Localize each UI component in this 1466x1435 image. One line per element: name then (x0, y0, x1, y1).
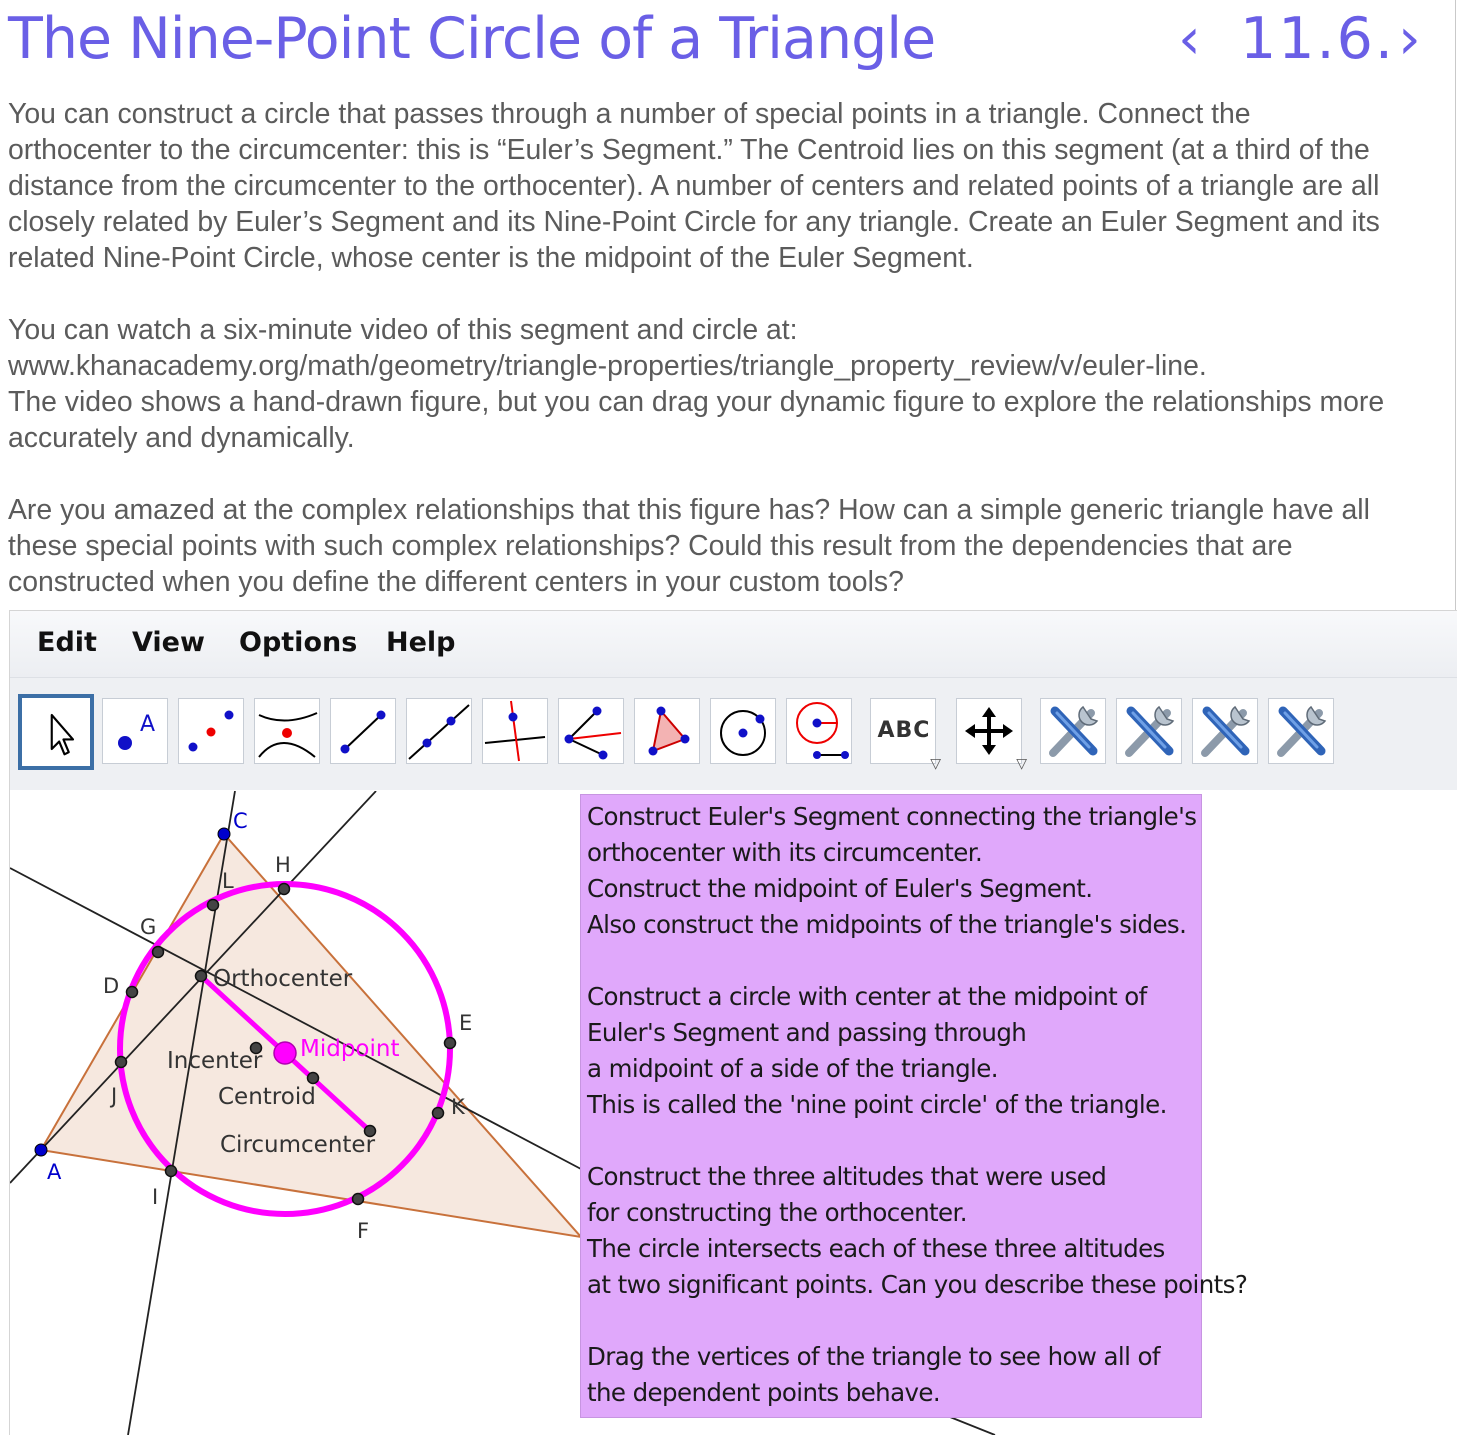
instruction-line: a midpoint of a side of the triangle. (587, 1054, 998, 1083)
point-on-object-tool-button[interactable] (178, 698, 244, 764)
video-paragraph (8, 312, 1460, 456)
intersect-tool-button[interactable] (254, 698, 320, 764)
line-icon (407, 699, 471, 763)
label-i: I (152, 1185, 159, 1209)
point-d[interactable] (127, 987, 138, 998)
new-point-icon (103, 699, 167, 763)
circle-center-point-tool-button[interactable] (710, 698, 776, 764)
point-l[interactable] (208, 900, 219, 911)
title-bar (0, 0, 1455, 90)
midpoint-point[interactable] (274, 1042, 296, 1064)
next-section-chevron-icon[interactable]: › (1398, 6, 1421, 72)
line-tool-button[interactable] (406, 698, 472, 764)
text-icon: ABC (877, 718, 931, 743)
custom-tool-icon (1269, 699, 1333, 763)
custom-tool-icon (1117, 699, 1181, 763)
instruction-line: Construct the three altitudes that were used (587, 1162, 1107, 1191)
chevron-down-icon[interactable]: ▽ (930, 755, 941, 771)
label-e: E (459, 1011, 473, 1035)
text-line: distance from the circumcenter to the orthocenter). A number of centers and related points of a triangle are all (8, 170, 1380, 202)
label-j: J (111, 1084, 118, 1108)
centroid-point[interactable] (308, 1073, 319, 1084)
compass-tool-button[interactable] (786, 698, 852, 764)
label-centroid: Centroid (218, 1084, 316, 1110)
label-k: K (451, 1095, 465, 1119)
instructions-text-box[interactable] (580, 794, 1248, 1418)
label-h: H (275, 853, 291, 877)
angle-bisector-icon (559, 699, 623, 763)
circle-center-point-icon (711, 699, 775, 763)
instruction-line: Drag the vertices of the triangle to see how all of (587, 1342, 1160, 1371)
new-point-icon-label: A (140, 712, 156, 737)
instruction-line (587, 1123, 1195, 1159)
segment-icon (331, 699, 395, 763)
move-arrow-icon (22, 698, 90, 766)
instruction-line: The circle intersects each of these three altitudes (587, 1234, 1165, 1263)
menu-options[interactable]: Options (239, 627, 358, 658)
lesson-text (8, 96, 1460, 636)
point-g[interactable] (153, 947, 164, 958)
text-line: You can watch a six-minute video of this segment and circle at: (8, 314, 798, 346)
label-circumcenter: Circumcenter (220, 1132, 376, 1158)
custom-tool-button-3[interactable] (1192, 698, 1258, 764)
custom-tool-button-1[interactable] (1040, 698, 1106, 764)
custom-tool-icon (1193, 699, 1257, 763)
label-l: L (222, 869, 234, 893)
point-i[interactable] (166, 1166, 177, 1177)
text-tool-button[interactable] (870, 698, 941, 771)
label-orthocenter: Orthocenter (213, 966, 353, 992)
geogebra-applet (9, 610, 1457, 1435)
instruction-line: Euler's Segment and passing through (587, 1018, 1027, 1047)
applet-menubar (10, 611, 1457, 678)
graphics-view[interactable] (10, 791, 1457, 1435)
label-a: A (47, 1160, 62, 1184)
point-k[interactable] (433, 1108, 444, 1119)
menu-help[interactable]: Help (386, 627, 456, 658)
polygon-tool-button[interactable] (634, 698, 700, 764)
instruction-line: for constructing the orthocenter. (587, 1198, 967, 1227)
label-g: G (140, 915, 157, 939)
menu-view[interactable]: View (132, 627, 205, 658)
perpendicular-line-tool-button[interactable] (482, 698, 548, 764)
move-graphics-icon (957, 699, 1021, 763)
text-line: orthocenter to the circumcenter: this is “Euler’s Segment.” The Centroid lies on this segment (at a third of the (8, 134, 1370, 166)
instruction-line (587, 943, 1195, 979)
instruction-line: Construct the midpoint of Euler's Segment. (587, 874, 1093, 903)
point-j[interactable] (116, 1057, 127, 1068)
label-f: F (357, 1219, 370, 1243)
instruction-line: orthocenter with its circumcenter. (587, 838, 983, 867)
label-d: D (103, 974, 120, 998)
text-line: Are you amazed at the complex relationships that this figure has? How can a simple generic triangle have all (8, 494, 1370, 526)
text-line: The video shows a hand-drawn figure, but you can drag your dynamic figure to explore the relationships more (8, 386, 1385, 418)
instruction-line: the dependent points behave. (587, 1378, 941, 1407)
segment-tool-button[interactable] (330, 698, 396, 764)
text-line: closely related by Euler’s Segment and its Nine-Point Circle for any triangle. Create an Euler Segment and its (8, 206, 1380, 238)
perpendicular-line-icon (483, 699, 547, 763)
compass-icon (787, 699, 851, 763)
vertex-c[interactable] (218, 828, 230, 840)
instruction-line: Construct Euler's Segment connecting the triangle's (587, 802, 1197, 831)
line-bottom-right[interactable] (950, 1417, 995, 1435)
point-h[interactable] (279, 884, 290, 895)
point-e[interactable] (445, 1038, 456, 1049)
instruction-line: at two significant points. Can you describe these points? (587, 1270, 1248, 1299)
intro-paragraph (8, 96, 1460, 276)
applet-toolbar (10, 678, 1457, 790)
instruction-line: Also construct the midpoints of the triangle's sides. (587, 910, 1187, 939)
new-point-tool-button[interactable] (102, 698, 168, 764)
instruction-line (587, 1303, 1195, 1339)
chevron-down-icon[interactable]: ▽ (1016, 755, 1027, 771)
custom-tool-button-4[interactable] (1268, 698, 1334, 764)
previous-section-chevron-icon[interactable]: ‹ (1178, 6, 1201, 72)
intersect-icon (255, 699, 319, 763)
text-line: these special points with such complex relationships? Could this result from the dependencies that are (8, 530, 1293, 562)
video-url: www.khanacademy.org/math/geometry/triangle-properties/triangle_property_review/v/euler-line. (8, 350, 1207, 382)
text-line: related Nine-Point Circle, whose center is the midpoint of the Euler Segment. (8, 242, 974, 274)
label-midpoint: Midpoint (300, 1036, 400, 1062)
text-line: constructed when you define the different centers in your custom tools? (8, 566, 904, 598)
instruction-line: Construct a circle with center at the midpoint of (587, 982, 1147, 1011)
vertex-a[interactable] (35, 1144, 47, 1156)
move-tool-button[interactable] (18, 694, 94, 770)
menu-edit[interactable]: Edit (37, 627, 97, 658)
orthocenter-point[interactable] (196, 971, 207, 982)
move-graphics-tool-button[interactable] (956, 698, 1027, 771)
point-on-object-icon (179, 699, 243, 763)
page-title: The Nine-Point Circle of a Triangle (8, 6, 936, 72)
question-paragraph (8, 492, 1460, 600)
polygon-icon (635, 699, 699, 763)
custom-tool-button-2[interactable] (1116, 698, 1182, 764)
text-line: You can construct a circle that passes through a number of special points in a triangle. Connect the (8, 98, 1251, 130)
instruction-line: This is called the 'nine point circle' of the triangle. (587, 1090, 1167, 1119)
angle-bisector-tool-button[interactable] (558, 698, 624, 764)
text-line: accurately and dynamically. (8, 422, 355, 454)
section-number: 11.6. (1240, 6, 1396, 72)
custom-tool-icon (1041, 699, 1105, 763)
label-incenter: Incenter (167, 1048, 263, 1074)
label-c: C (233, 809, 248, 833)
point-f[interactable] (353, 1194, 364, 1205)
